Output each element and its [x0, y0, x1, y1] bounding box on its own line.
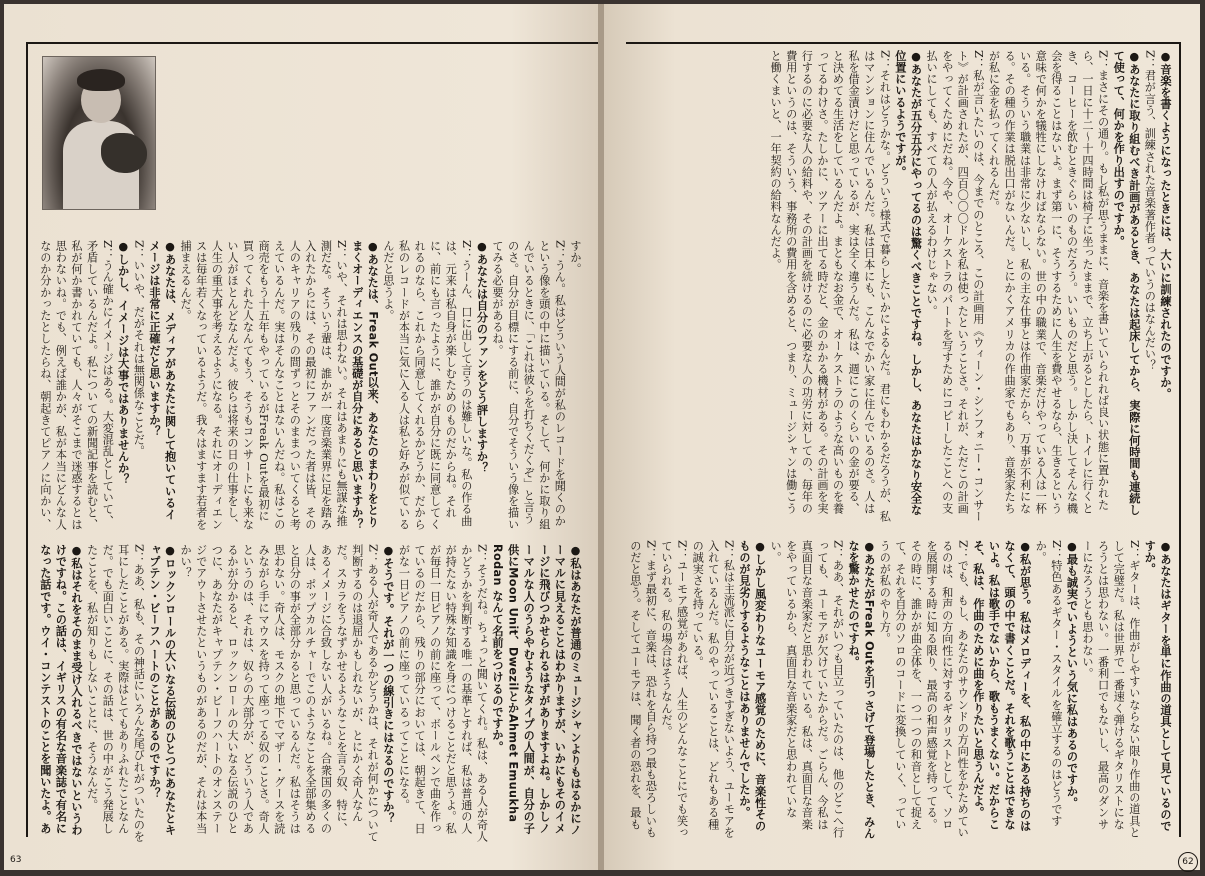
- question: ●あなたがFreak Outを引っさげて登場したとき、みんなを驚かせたのですね。: [847, 540, 876, 840]
- text-block: Z：まず最初に、音楽は、恐れを自ら持つ最も恐ろしいものだと思う。そしてユーモアは、聞く者の恐れを、最も: [628, 540, 658, 839]
- text-block: すか。: [569, 240, 582, 275]
- text-block: Z：まさにその通り。もし私が思うままに、音楽を書いていられれば良い状態に置かれたら、一日に十二～十四時間は椅子に坐ったままで、立ち上がるとしたら、トイレに行くとき、コーヒーを飲むときぐらいのものだろう。いいものだと思う。しかし決してそんな機会を得ることはないよ。まず第一に、そうするために人生を費やせるなら、生きるという意味で何かを犠牲にしなければならない。世の中の職業で、音楽だけやっている人は一杯いる。そういう職業は非常に少ないし、私の主な仕事とは作曲家だから、万事が不利になる。その種の作業は脱出口がないんだ。とにかくアメリカの作曲家でもあり、音楽家たちが私に金を払ってくれるんだ。: [987, 50, 1110, 514]
- text-block: Z：うん。私はどういう人間が私のレコードを聞くのかという像を頭の中に描いている。そして、何かに取り組んでいるときに、「これは彼らを打ちくだくぞ」と言うのさ。自分が目標にする前に、自分でそういう像を描いてみる必要があるね。: [491, 240, 567, 530]
- text-block: Z：うん確かにイメージはある。大変混乱としていて、矛盾しているんだよ。私についての新聞記事を読むと、私が何か書かれていても、人々がそこまで迷惑するとは思わないね。でも、例えば誰かが、私が本当にどんな人なのか分かったとしたらね、朝起きてピアノに向かい、: [38, 240, 115, 530]
- question: ●あなたが五分五分にやってるのは驚くべきことですね。しかし、あなたはかなり安全な位置にいるようですが。: [893, 50, 923, 516]
- top-rule: [26, 42, 600, 44]
- right-upper-text: [628, 50, 1173, 525]
- page-number: 62: [1178, 852, 1198, 872]
- page-number: 63: [10, 855, 22, 865]
- text-block: Z：ある人が奇人であるかどうかは、それが何かについて判断するのは退屈かもしれないが、とにかく奇人なんだ。スカラをうなずかせるようなことを言う奴、特に、あるイメージに合致しない人がいるね。合衆国の多くの人は、ポップカルチャーでこのようなことを全部集めると自分の事が全部分かると思っているんだ。私はそうは思わない。奇人は、モスクの地下でマザー・グースを読みながら手にマウスを持って座ってる奴のことさ。奇人というのは、それは、奴らの大部分が、どういう人であるかが分かると、ロックンロールの大いなる伝説のひとつに、あなたがキャプテン・ビーフハートのオンステージでアウトさせたというものがあるのだが、それは本当かい？: [179, 544, 380, 843]
- question: ●あなたは、メディアがあなたに関して抱いているイメージは非常に正確だと思いますか？: [147, 240, 177, 521]
- text-block: Z：いいや、だがそれは無関係なことだ。: [132, 240, 146, 457]
- question: ●私はそれをそのまま受け入れるべきではないというわけですね。この話は、イギリスの有名な音楽誌で有名になった話です。ウイ・コンテストのことを聞いたよ。あ: [38, 544, 83, 836]
- text-block: Z：ギターは、作曲がしやすいならない限り作曲の道具として完璧だ。私は世界で一番速く弾けるギタリストになろうとは思わない。一番利口でもないし、最高のダンサーになろうとも思わない。: [1081, 540, 1141, 839]
- left-upper-text: [38, 240, 583, 530]
- right-page: [604, 4, 1200, 870]
- childhood-photo: [42, 56, 156, 210]
- right-vertical-rule: [1179, 42, 1181, 837]
- question: ●音楽を書くようになったときには、大いに訓練されたのですか。: [1159, 50, 1172, 400]
- question: ●あなたは、Freak Out以来、あなたのまわりをとりまくオーディエンスの基礎が自分にあると思いますか？: [350, 240, 380, 530]
- text-block: Z：私が言いたいのは、今までのところ、この計画用《ウィーン・シンフォニー・コンサート》が計画されたが、四百〇〇〇ドルを私は使ったということさ。それが、ただこの計画をやってくためにだね。今や、オーケストラのパートを写すためにコピーしたことへの支払いにしても、すべての人が払えるわけじゃない。: [925, 50, 985, 523]
- question: ●私が思う。私はメロディーを、私の中にある持ちのはなくて、頭の中で書くことだ。それを歌うことはできないよ。私は歌手でないから、歌もうまくない。だからこそ、私は、作曲のために曲を作りたいと思うんだよ。: [971, 540, 1032, 832]
- question: ●あなたは自分のファンをどう評しますか？: [475, 240, 489, 474]
- text-block: Z：私は主流派に自分が近づきすぎないよう、ユーモアを入れているんだ。私のやっていることは、どれもある種の誠実さを持っている。: [691, 540, 736, 839]
- text-block: Z：それはどうかな。どういう様式で暮らしたいかによるんだ。君にもわかるだろうが、私はマンションに住んでいるんだ。私は日本にも、こんなでかい家に住んでいるのさ。人は私を借金漬けだと思っているが、実は全く違うんだ。私は、週にこのくらいの金が要る、と決めてる生活をしているんだよ。まともなお金で、オーケストラのような高いものを養ってるわけさ。たしかに、ツアーに出てる時だと、金のかかる機材がある。その計画を実行するのに必要な人の給料や、その計画を続けるのに必要な人の功労に対しての、毎年の費用というのは、そういう、事務所の費用を含めると、つまり、ミュージシャンは働こうと働くまいと、一年契約の給料なんだよ。: [769, 50, 892, 523]
- text-block: Z：ああ、それがいつも目立っていたのは、他のどこへ行っても、ユーモアが欠けていたからだ。ごらん、今私は真面目な音楽家だと思われている。私は、真面目な音楽をやっているから、真面目な音楽家だと思われていない。: [769, 540, 845, 839]
- question: ●しかし、イメージは大事ではありませんか？: [116, 240, 130, 486]
- question: ●私はあなたが普通のミュージシャンよりもはるかにノーマルに見えることはわかりますが、いかにもそのイメージに飛びつかせられるはずがありますよね。しかしノーマルな人のうらやむようなタイプの人間が、自分の子供にMoon Unit、DwezilとかAhmet Emuukha Rodan なんて名前をつけるのですか。: [491, 544, 582, 836]
- top-rule: [626, 42, 1181, 44]
- text-block: Z：特色あるギター・スタイルを確立するのはどうですか。: [1034, 540, 1063, 827]
- magazine-spread: [4, 4, 1200, 870]
- text-block: Z：君が言う、訓練された音楽著作者っていうのはなんだい？: [1143, 50, 1157, 372]
- question: ●ロックンロールの大いなる伝説のひとつにあなたとキャプテン・ビーフハートのことがあるのですか？: [147, 544, 177, 836]
- text-block: Z：でも、もし、あなたのサウンドの方向性をかためているのは、和声の方向性に対するギタリストとして、ソロを展開する時に知る限り、最高の和声感覚を持ってる。その時に、誰かが曲全体を、一つ一つの和音として捉えて、それを自分のソロのコードに変換していく、っていうのが私のやり方。: [878, 540, 970, 839]
- text-block: Z：そうだね。ちょっと聞いてくれ。私は、ある人が奇人かどうかを判断する唯一の基準とすれば、私は普通の人が持たない特殊な知識を身につけることだと思うよ。私が毎日一日ピアノの前に座って、ボールペンで曲を作っているのだから、残りの部分においては、朝起きて、日がな一日ピアノの前に座っているってことになる。: [397, 544, 489, 843]
- right-lower-text: [628, 540, 1173, 840]
- left-vertical-rule: [26, 42, 28, 837]
- question: ●しかし風変わりなユーモア感覚のために、音楽性そのものが見劣りするようなことはありませんでしたか。: [737, 540, 767, 832]
- question: ●あなたに取り組むべき計画があるとき、あなたは起床してから、実際に何時間も連続して使って、何かを作り出すのですか。: [1112, 50, 1141, 516]
- text-block: Z：ああ、私も、その神話にいろんな尾びれがついたのを耳にしたことがある。実際はとてもありふれたことなんだ。でも面白いことに、その話は、世の中がこう発展したことを、私が知りもしないことに、そうなんだ。: [85, 544, 146, 843]
- question: ●最も誠実でいようという気に私はあるのですか。: [1065, 540, 1079, 809]
- left-lower-text: [38, 544, 583, 844]
- text-block: Z：ユーモア感覚があれば、人生のどんなことにでも笑っていられる。私の場合はそうなんだ。: [660, 540, 689, 839]
- left-page: [4, 4, 600, 870]
- text-block: Z：うーん、口に出して言うのは難しいな。私の作る曲は、元来は私自身が楽しむためのものだからね。それに、前にも言ったように、誰かが自分に既に同意してくれるのなら、これから同意してくれるかどうか、だから私のレコードが本当に気に入る人は私と好みが似ているんだと思うよ。: [381, 240, 473, 530]
- text-block: Z：いや、それは思わない。それはあまりにも無謀な推測だな。そういう輩は、誰かが一度音楽業界に足を踏み入れたからには、その最初にファンだった者は皆、その人のキャリアの残りの間ずっとそのままついてくると考えているんだ。実はそんなことはないんだね。私はこの商売をもう十五年もやっているがFreak Outを最初に買ってくれた人なんてもう、そうもコンサートにも来ない人がほとんどなんだよ。彼らは将来の日の仕事をし、人生の重大事を考えるようになる。それにオーディエンスは毎年若くなっているようだ。我々はますます若者を捕まえるんだ。: [179, 240, 349, 530]
- question: ●あなたはギターを単に作曲の道具として見ているのですか。: [1143, 540, 1172, 832]
- question: ●そうです。それが一つの線引きにはなるのですか？: [381, 544, 395, 825]
